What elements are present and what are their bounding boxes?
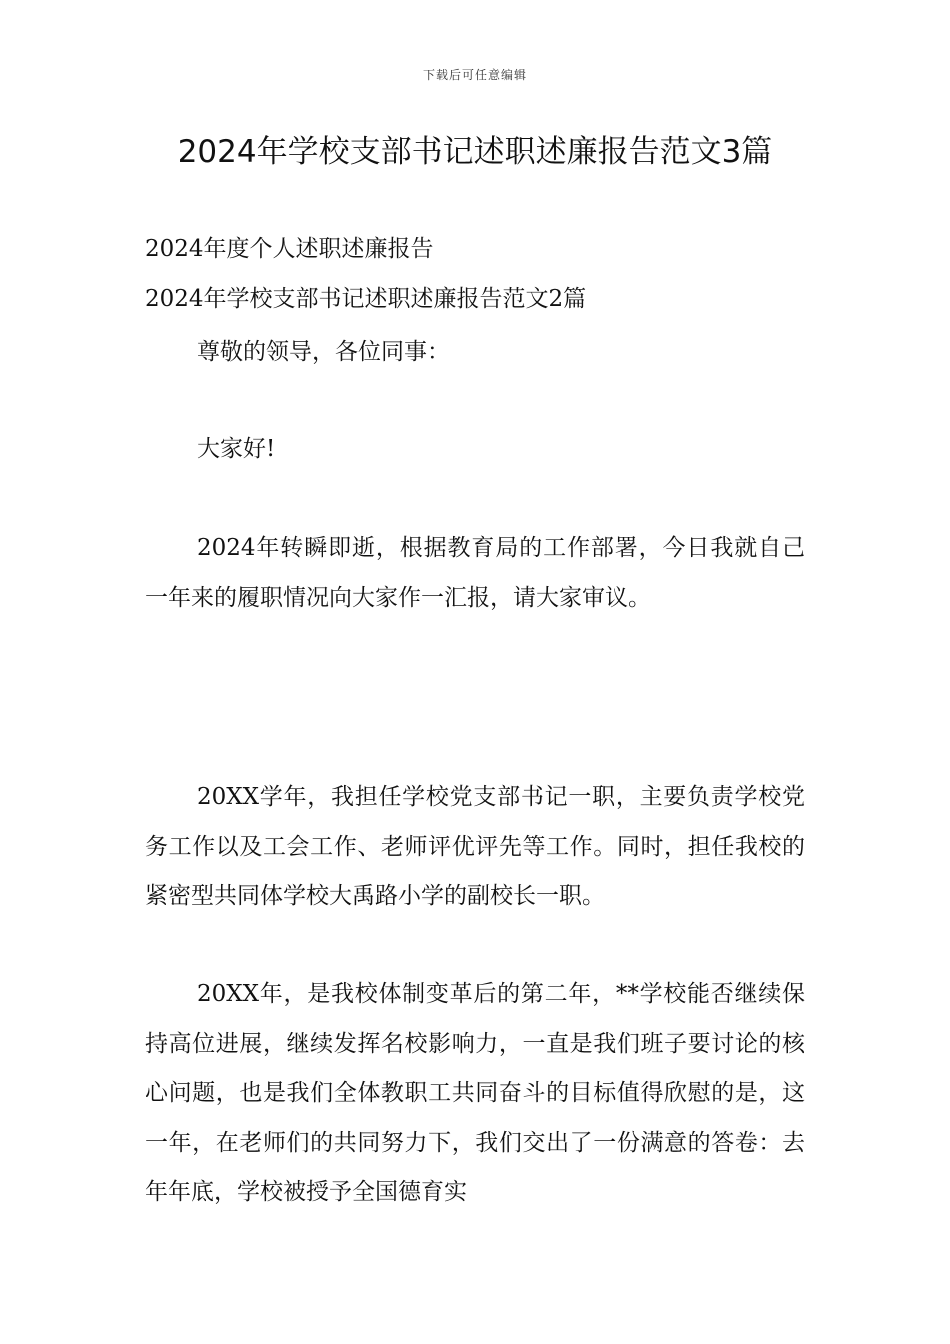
- subtitle-line-1: 2024年度个人述职述廉报告: [145, 236, 434, 262]
- header-note: 下载后可任意编辑: [422, 68, 527, 82]
- paragraph-1: 2024年转瞬即逝，根据教育局的工作部署，今日我就自己一年来的履职情况向大家作一汇报，请大家审议。: [145, 535, 805, 611]
- paragraph-2: 20XX学年，我担任学校党支部书记一职，主要负责学校党务工作以及工会工作、老师评优评先等工作。同时，担任我校的紧密型共同体学校大禹路小学的副校长一职。: [145, 784, 805, 909]
- greeting-line: 尊敬的领导，各位同事：: [197, 339, 450, 365]
- hello-line: 大家好!: [197, 436, 276, 462]
- paragraph-3: 20XX年，是我校体制变革后的第二年，**学校能否继续保持高位进展，继续发挥名校影响力，一直是我们班子要讨论的核心问题，也是我们全体教职工共同奋斗的目标值得欣慰的是，这一年，在老师们的共同努力下，我们交出了一份满意的答卷：去年年底，学校被授予全国德育实: [145, 981, 805, 1205]
- subtitle-line-2: 2024年学校支部书记述职述廉报告范文2篇: [145, 286, 587, 312]
- document-title: 2024年学校支部书记述职述廉报告范文3篇: [177, 134, 773, 170]
